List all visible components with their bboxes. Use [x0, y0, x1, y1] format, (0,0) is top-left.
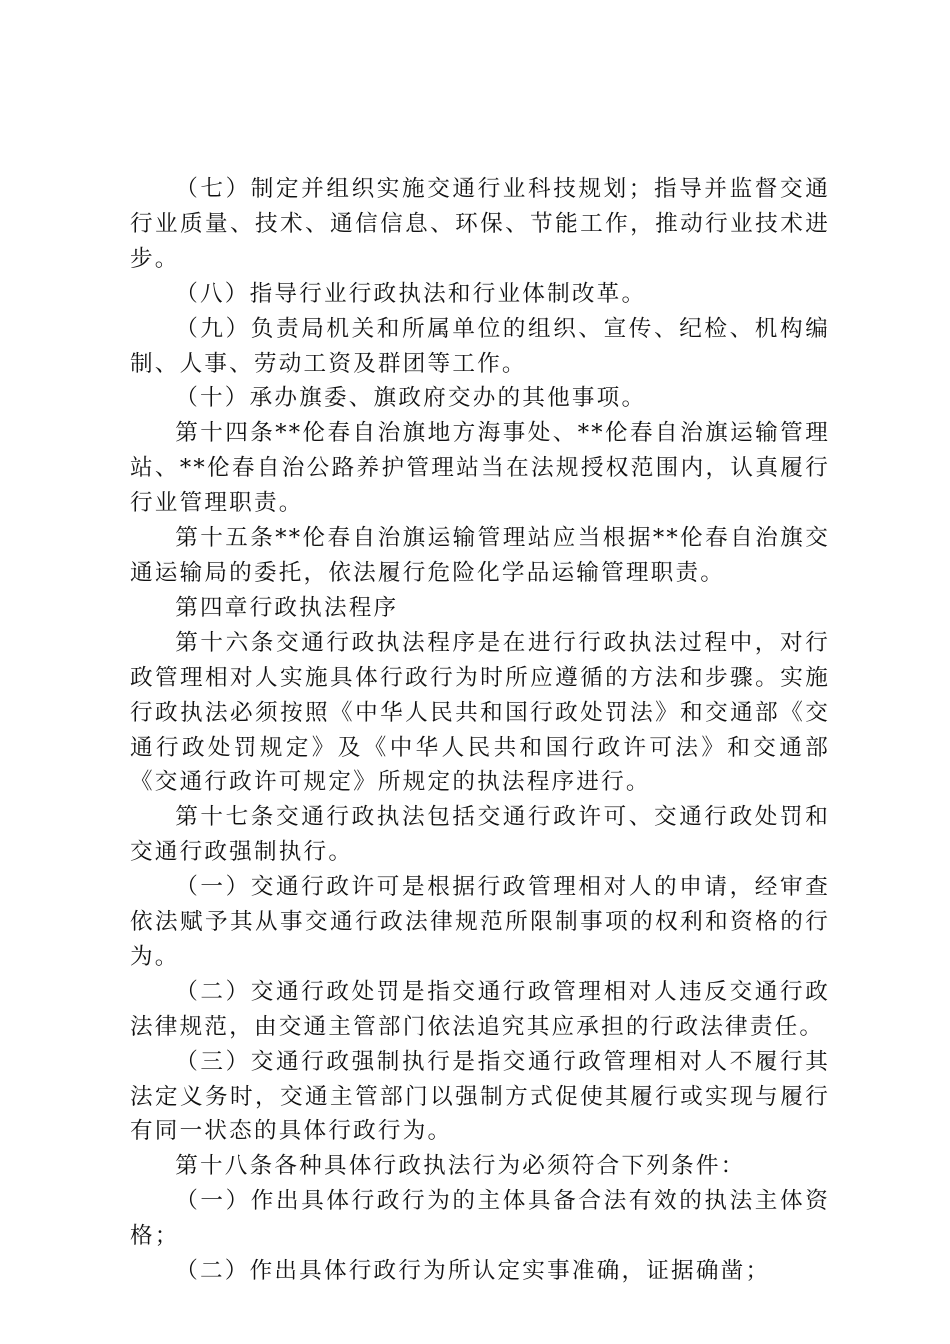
article-17-item-1: （一）交通行政许可是根据行政管理相对人的申请，经审查依法赋予其从事交通行政法律规范所限制事项的权利和资格的行为。 — [130, 874, 830, 970]
article-14: 第十四条**伦春自治旗地方海事处、**伦春自治旗运输管理站、**伦春自治公路养护管理站当在法规授权范围内，认真履行行业管理职责。 — [130, 420, 830, 517]
paragraph-item-8: （八）指导行业行政执法和行业体制改革。 — [175, 280, 647, 307]
paragraph-item-9: （九）负责局机关和所属单位的组织、宣传、纪检、机构编制、人事、劳动工资及群团等工作。 — [130, 315, 830, 377]
paragraph-item-10: （十）承办旗委、旗政府交办的其他事项。 — [175, 385, 647, 412]
article-18-item-2: （二）作出具体行政行为所认定实事准确，证据确凿； — [175, 1258, 771, 1285]
article-17-item-3: （三）交通行政强制执行是指交通行政管理相对人不履行其法定义务时，交通主管部门以强制方式促使其履行或实现与履行有同一状态的具体行政行为。 — [130, 1048, 830, 1145]
article-16: 第十六条交通行政执法程序是在进行行政执法过程中，对行政管理相对人实施具体行政行为时所应遵循的方法和步骤。实施行政执法必须按照《中华人民共和国行政处罚法》和交通部《交通行政处罚规定》及《中华人民共和国行政许可法》和交通部《交通行政许可规定》所规定的执法程序进行。 — [130, 629, 830, 796]
chapter-heading: 第四章行政执法程序 — [175, 594, 399, 621]
article-18: 第十八条各种具体行政执法行为必须符合下列条件： — [175, 1153, 746, 1180]
document-body — [130, 172, 830, 1289]
article-17: 第十七条交通行政执法包括交通行政许可、交通行政处罚和交通行政强制执行。 — [130, 804, 830, 866]
article-15: 第十五条**伦春自治旗运输管理站应当根据**伦春自治旗交通运输局的委托，依法履行危险化学品运输管理职责。 — [130, 525, 830, 586]
article-18-item-1: （一）作出具体行政行为的主体具备合法有效的执法主体资格； — [130, 1188, 830, 1250]
article-17-item-2: （二）交通行政处罚是指交通行政管理相对人违反交通行政法律规范，由交通主管部门依法追究其应承担的行政法律责任。 — [130, 978, 830, 1040]
paragraph-item-7: （七）制定并组织实施交通行业科技规划；指导并监督交通行业质量、技术、通信信息、环保、节能工作，推动行业技术进步。 — [130, 176, 830, 272]
